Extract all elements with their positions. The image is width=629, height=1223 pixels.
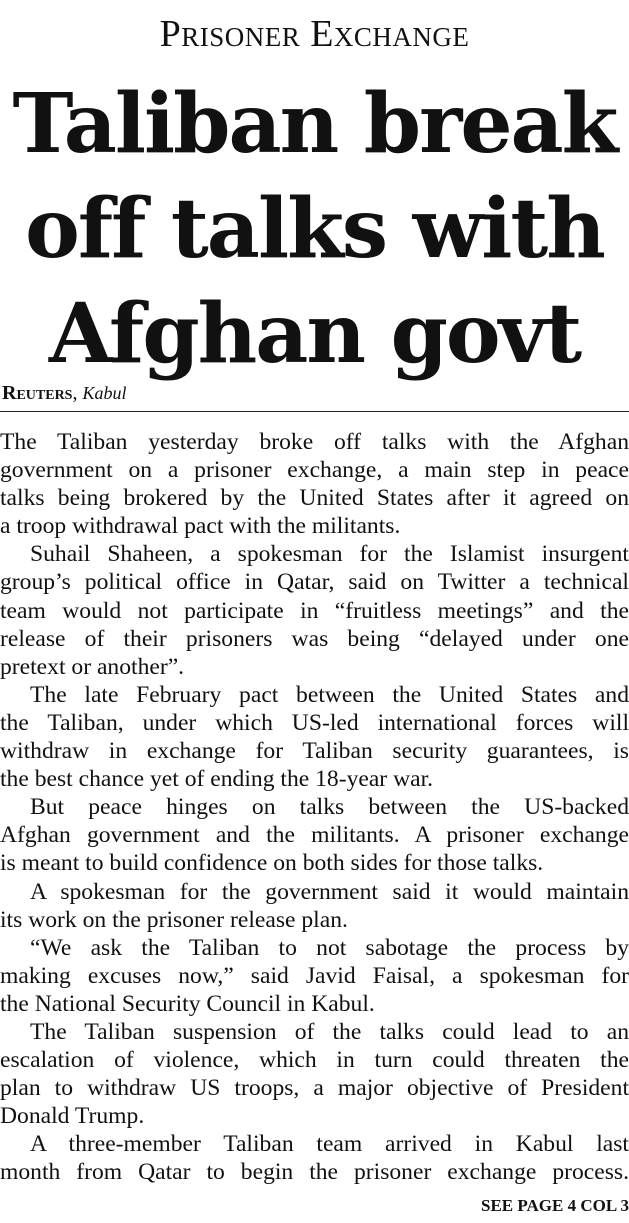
- kicker: Prisoner Exchange: [159, 13, 470, 55]
- text-line: talks being brokered by the United States after it agreed on: [0, 485, 629, 512]
- text-line: team would not participate in “fruitless meetings” and the: [0, 597, 629, 624]
- headline: [0, 72, 629, 387]
- byline-agency: Reuters: [2, 382, 73, 404]
- text-line: pretext or another”.: [0, 653, 185, 680]
- text-line: escalation of violence, which in turn could threaten the: [0, 1047, 629, 1074]
- paragraph: [0, 1130, 629, 1186]
- byline-divider: [0, 411, 629, 412]
- text-line: is meant to build confidence on both sides for those talks.: [0, 850, 544, 877]
- text-line: the National Security Council in Kabul.: [0, 990, 375, 1017]
- text-line: The Taliban yesterday broke off talks with the Afghan: [0, 429, 629, 455]
- byline-place: Kabul: [82, 383, 127, 403]
- continued-reference: SEE PAGE 4 COL 3: [481, 1196, 629, 1215]
- text-line: month from Qatar to begin the prisoner exchange process.: [0, 1159, 629, 1186]
- text-line: Donald Trump.: [0, 1103, 145, 1130]
- text-line: release of their prisoners was being “delayed under one: [0, 625, 629, 652]
- text-line: plan to withdraw US troops, a major objective of President: [0, 1075, 629, 1102]
- text-line: the best chance yet of ending the 18-year war.: [0, 766, 434, 793]
- article-body: [0, 428, 629, 1187]
- text-line: The Taliban suspension of the talks could lead to an: [30, 1018, 629, 1045]
- headline-line: Afghan govt: [48, 286, 581, 382]
- text-line: its work on the prisoner release plan.: [0, 906, 348, 933]
- text-line: government on a prisoner exchange, a main step in peace: [0, 457, 629, 484]
- paragraph: [0, 793, 629, 877]
- text-line: But peace hinges on talks between the US-backed: [30, 794, 629, 821]
- paragraph: [0, 934, 629, 1018]
- paragraph: [0, 428, 629, 540]
- paragraph: [0, 681, 629, 793]
- text-line: “We ask the Taliban to not sabotage the process by: [30, 934, 629, 961]
- text-line: group’s political office in Qatar, said on Twitter a technical: [0, 569, 629, 596]
- paragraph: [0, 1018, 629, 1130]
- text-line: withdraw in exchange for Taliban security guarantees, is: [0, 738, 629, 765]
- text-line: Afghan government and the militants. A prisoner exchange: [0, 822, 629, 849]
- text-line: Suhail Shaheen, a spokesman for the Islamist insurgent: [30, 541, 629, 568]
- headline-line: off talks with: [25, 181, 604, 277]
- byline: Reuters, Kabul: [2, 382, 127, 404]
- text-line: A spokesman for the government said it would maintain: [30, 878, 629, 905]
- text-line: making excuses now,” said Javid Faisal, a spokesman for: [0, 962, 629, 989]
- paragraph: [0, 878, 629, 934]
- text-line: the Taliban, under which US-led international forces will: [0, 709, 629, 736]
- headline-line: Taliban break: [12, 76, 617, 172]
- text-line: A three-member Taliban team arrived in Kabul last: [30, 1131, 629, 1158]
- paragraph: [0, 540, 629, 680]
- text-line: a troop withdrawal pact with the militants.: [0, 513, 401, 540]
- text-line: The late February pact between the United States and: [30, 681, 629, 708]
